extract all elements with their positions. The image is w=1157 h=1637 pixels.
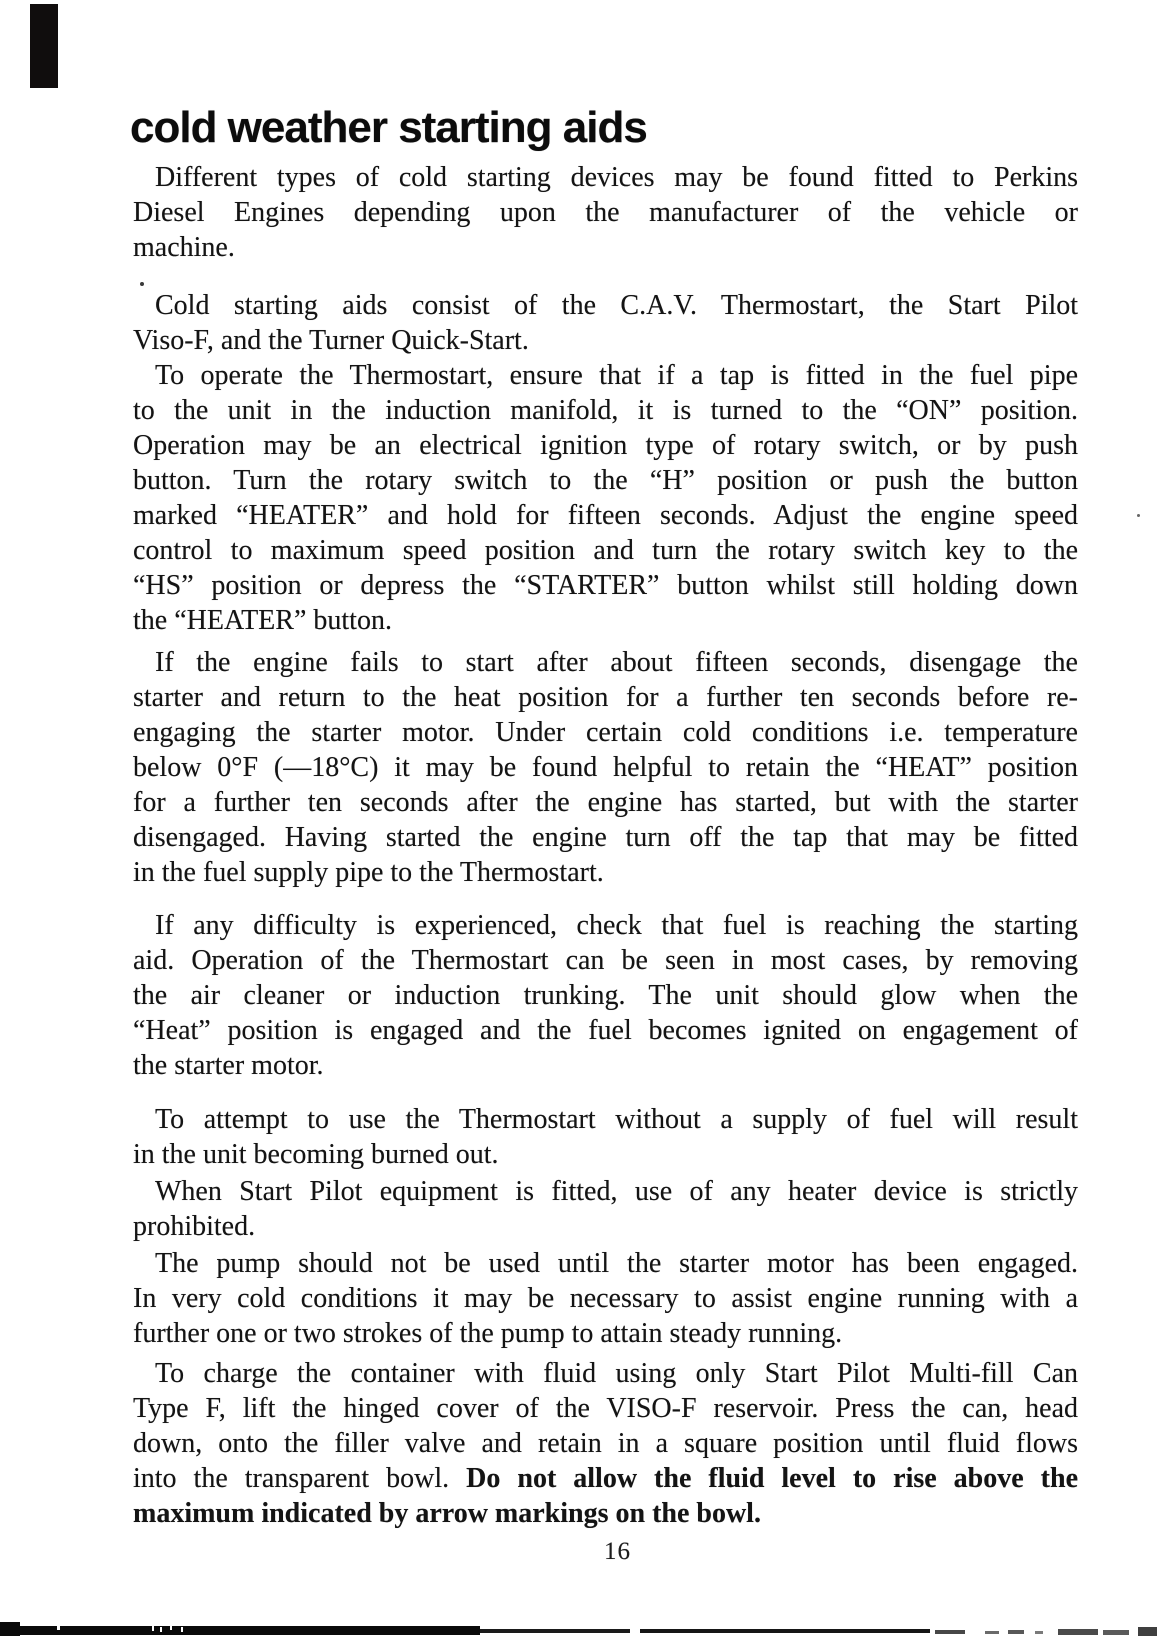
text-line bbox=[133, 1048, 1078, 1083]
text-line bbox=[133, 568, 1078, 603]
text-segment: down, onto the filler valve and retain in a square position until fluid flows bbox=[133, 1428, 1078, 1459]
paragraph bbox=[133, 1174, 1078, 1244]
text-line bbox=[133, 750, 1078, 785]
paragraph bbox=[133, 1246, 1078, 1351]
text-segment: Different types of cold starting devices may be found fitted to Perkins bbox=[155, 162, 1078, 193]
text-line bbox=[133, 1013, 1078, 1048]
text-segment: marked “HEATER” and hold for fifteen seconds. Adjust the engine speed bbox=[133, 500, 1078, 531]
text-line bbox=[133, 1209, 1078, 1244]
text-line bbox=[133, 323, 1078, 358]
text-segment: To attempt to use the Thermostart without a supply of fuel will result bbox=[155, 1104, 1078, 1135]
text-segment: machine. bbox=[133, 232, 235, 263]
text-segment: Diesel Engines depending upon the manufacturer of the vehicle or bbox=[133, 197, 1078, 228]
text-line bbox=[133, 1356, 1078, 1391]
text-segment: for a further ten seconds after the engine has started, but with the starter bbox=[133, 787, 1078, 818]
text-line bbox=[133, 785, 1078, 820]
text-segment: Type F, lift the hinged cover of the VISO-F reservoir. Press the can, head bbox=[133, 1393, 1078, 1424]
text-segment: into the transparent bowl. bbox=[133, 1463, 467, 1494]
text-line bbox=[133, 1496, 1078, 1531]
text-segment: in the unit becoming burned out. bbox=[133, 1139, 499, 1170]
text-line bbox=[133, 978, 1078, 1013]
text-line bbox=[133, 645, 1078, 680]
text-segment: In very cold conditions it may be necessary to assist engine running with a bbox=[133, 1283, 1078, 1314]
text-segment: “HS” position or depress the “STARTER” button whilst still holding down bbox=[133, 570, 1078, 601]
text-line bbox=[133, 1137, 1078, 1172]
text-line bbox=[133, 393, 1078, 428]
text-line bbox=[133, 1316, 1078, 1351]
text-segment: in the fuel supply pipe to the Thermostart. bbox=[133, 857, 604, 888]
text-line bbox=[133, 463, 1078, 498]
text-line bbox=[133, 288, 1078, 323]
text-segment: the starter motor. bbox=[133, 1050, 324, 1081]
scan-artifact-corner-bar bbox=[30, 4, 58, 88]
text-line bbox=[133, 1174, 1078, 1209]
text-line bbox=[133, 1281, 1078, 1316]
paragraph bbox=[133, 908, 1078, 1083]
text-segment: prohibited. bbox=[133, 1211, 256, 1242]
text-segment: Operation may be an electrical ignition type of rotary switch, or by push bbox=[133, 430, 1078, 461]
text-line bbox=[133, 1391, 1078, 1426]
text-segment: the air cleaner or induction trunking. The unit should glow when the bbox=[133, 980, 1078, 1011]
paragraph bbox=[133, 160, 1078, 265]
text-segment: below 0°F (—18°C) it may be found helpful to retain the “HEAT” position bbox=[133, 752, 1078, 783]
paragraph bbox=[133, 358, 1078, 638]
text-segment: If any difficulty is experienced, check that fuel is reaching the starting bbox=[155, 910, 1078, 941]
text-line bbox=[133, 1426, 1078, 1461]
paragraph bbox=[133, 1102, 1078, 1172]
scan-speck bbox=[1137, 514, 1140, 517]
text-line bbox=[133, 680, 1078, 715]
text-line bbox=[133, 1102, 1078, 1137]
scan-speck bbox=[140, 282, 144, 286]
text-segment: To charge the container with fluid using only Start Pilot Multi-fill Can bbox=[155, 1358, 1078, 1389]
text-line bbox=[133, 820, 1078, 855]
page-title: cold weather starting aids bbox=[130, 103, 647, 152]
text-segment: The pump should not be used until the starter motor has been engaged. bbox=[155, 1248, 1078, 1279]
text-line bbox=[133, 358, 1078, 393]
text-segment: If the engine fails to start after about fifteen seconds, disengage the bbox=[155, 647, 1078, 678]
bold-text-segment: Do not allow the fluid level to rise above the bbox=[466, 1463, 1078, 1494]
text-segment: further one or two strokes of the pump to attain steady running. bbox=[133, 1318, 843, 1349]
text-segment: button. Turn the rotary switch to the “H” position or push the button bbox=[133, 465, 1078, 496]
text-line bbox=[133, 1246, 1078, 1281]
paragraph bbox=[133, 288, 1078, 358]
page-number: 16 bbox=[604, 1538, 631, 1565]
text-line bbox=[133, 908, 1078, 943]
text-line bbox=[133, 715, 1078, 750]
text-segment: disengaged. Having started the engine turn off the tap that may be fitted bbox=[133, 822, 1078, 853]
text-segment: control to maximum speed position and turn the rotary switch key to the bbox=[133, 535, 1078, 566]
text-segment: Viso-F, and the Turner Quick-Start. bbox=[133, 325, 529, 356]
text-line bbox=[133, 498, 1078, 533]
text-line bbox=[133, 1461, 1078, 1496]
text-line bbox=[133, 160, 1078, 195]
bold-text-segment: maximum indicated by arrow markings on the bowl. bbox=[133, 1498, 761, 1529]
text-line bbox=[133, 855, 1078, 890]
text-segment: To operate the Thermostart, ensure that if a tap is fitted in the fuel pipe bbox=[155, 360, 1078, 391]
paragraph bbox=[133, 645, 1078, 890]
text-segment: “Heat” position is engaged and the fuel becomes ignited on engagement of bbox=[133, 1015, 1078, 1046]
text-line bbox=[133, 603, 1078, 638]
text-line bbox=[133, 195, 1078, 230]
text-line bbox=[133, 533, 1078, 568]
text-segment: to the unit in the induction manifold, it is turned to the “ON” position. bbox=[133, 395, 1078, 426]
text-segment: When Start Pilot equipment is fitted, use of any heater device is strictly bbox=[155, 1176, 1078, 1207]
text-segment: aid. Operation of the Thermostart can be seen in most cases, by removing bbox=[133, 945, 1078, 976]
text-line bbox=[133, 428, 1078, 463]
paragraph bbox=[133, 1356, 1078, 1531]
text-line bbox=[133, 230, 1078, 265]
text-segment: starter and return to the heat position for a further ten seconds before re- bbox=[133, 682, 1078, 713]
text-line bbox=[133, 943, 1078, 978]
text-segment: engaging the starter motor. Under certain cold conditions i.e. temperature bbox=[133, 717, 1078, 748]
text-segment: the “HEATER” button. bbox=[133, 605, 392, 636]
text-segment: Cold starting aids consist of the C.A.V. Thermostart, the Start Pilot bbox=[155, 290, 1078, 321]
